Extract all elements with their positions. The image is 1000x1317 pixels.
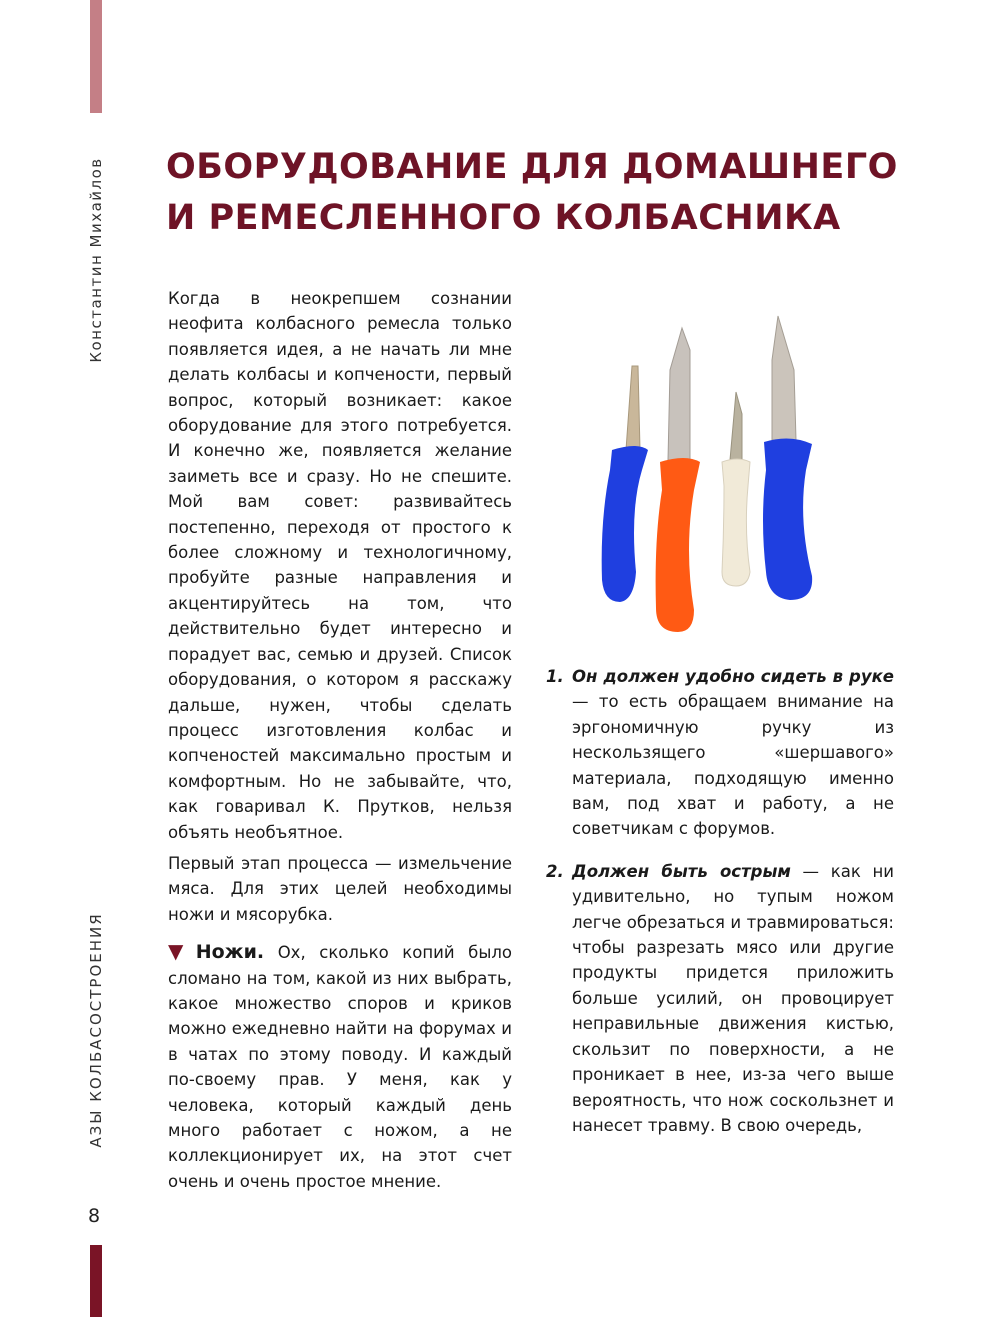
knife-blade-1 bbox=[626, 366, 640, 450]
page-number: 8 bbox=[88, 1205, 101, 1227]
list-item-text: — то есть обращаем внимание на эргономичную ручку из нескользящего «шершавого» материала, подходящую именно вам, под хват и работу, а не советчикам с форумов. bbox=[572, 692, 894, 839]
author-name: Константин Михайлов bbox=[87, 157, 105, 363]
knife-handle-blue-1 bbox=[602, 446, 648, 602]
knife-handle-blue-2 bbox=[763, 438, 812, 600]
knives-photo bbox=[590, 310, 830, 640]
triangle-marker-icon: ▼ bbox=[168, 939, 192, 964]
knife-requirements-list bbox=[546, 664, 894, 1138]
list-item-text: — как ни удивительно, но тупым ножом легче обрезаться и травмироваться: чтобы разрезать мясо или другие продукты придется приложить больше усилий, он провоцирует неправильные движения кистью, скользит по поверхности, а не проникает в нее, из-за чего выше вероятность, что нож соскользнет и нанесет травму. В свою очередь, bbox=[572, 861, 894, 1135]
book-title: АЗЫ КОЛБАСОСТРОЕНИЯ bbox=[87, 912, 105, 1148]
knife-handle-orange bbox=[656, 458, 700, 632]
right-column bbox=[546, 664, 894, 1155]
list-item-lead: Он должен удобно сидеть в руке bbox=[572, 667, 894, 686]
list-item-number: 2. bbox=[546, 861, 564, 881]
knives-heading: Ножи. bbox=[195, 941, 265, 964]
stage-paragraph: Первый этап процесса — измельчение мяса. Для этих целей необходимы ножи и мясорубка. bbox=[168, 853, 512, 924]
top-accent-bar bbox=[90, 0, 102, 113]
list-item-number: 1. bbox=[546, 667, 564, 686]
chapter-title-line-1: ОБОРУДОВАНИЕ ДЛЯ ДОМАШНЕГО bbox=[166, 147, 898, 187]
knives-paragraph bbox=[168, 939, 512, 1194]
chapter-title-line-2: И РЕМЕСЛЕННОГО КОЛБАСНИКА bbox=[166, 198, 841, 238]
knife-blade-2 bbox=[668, 328, 690, 460]
chapter-title bbox=[166, 142, 946, 244]
list-item-lead: Должен быть острым bbox=[572, 861, 791, 881]
intro-paragraph: Когда в неокрепшем сознании неофита колбасного ремесла только появляется идея, а не начать ли мне делать колбасы и копчености, первый вопрос, который возникает: какое оборудование для этого потребуется. И конечно же, появляется желание заиметь все и сразу. Но не спешите. Мой вам совет: развивайтесь постепенно, переходя от простого к более сложному и технологичному, пробуйте разные направления и акцентируйтесь на том, что действительно будет интересно и порадует вас, семью и друзей. Список оборудования, о котором я расскажу дальше, нужен, чтобы сделать процесс изготовления колбас и копченостей максимально простым и комфортным. Но не забывайте, что, как говаривал К. Прутков, нельзя объять необъятное. bbox=[168, 289, 512, 842]
knife-blade-4 bbox=[772, 316, 796, 440]
bottom-accent-bar bbox=[90, 1245, 102, 1317]
knives-text: Ох, сколько копий было сломано на том, какой из них выбрать, какое множество споров и криков можно ежедневно найти на форумах и в чатах по этому поводу. И каждый по-своему прав. У меня, как у человека, который каждый день много работает с ножом, а не коллекционирует их, на этот счет очень и очень простое мнение. bbox=[168, 943, 512, 1191]
left-column bbox=[168, 286, 512, 1194]
list-item bbox=[546, 664, 894, 842]
knife-handle-white bbox=[722, 459, 750, 586]
knife-blade-3 bbox=[730, 392, 742, 460]
list-item bbox=[546, 859, 894, 1138]
